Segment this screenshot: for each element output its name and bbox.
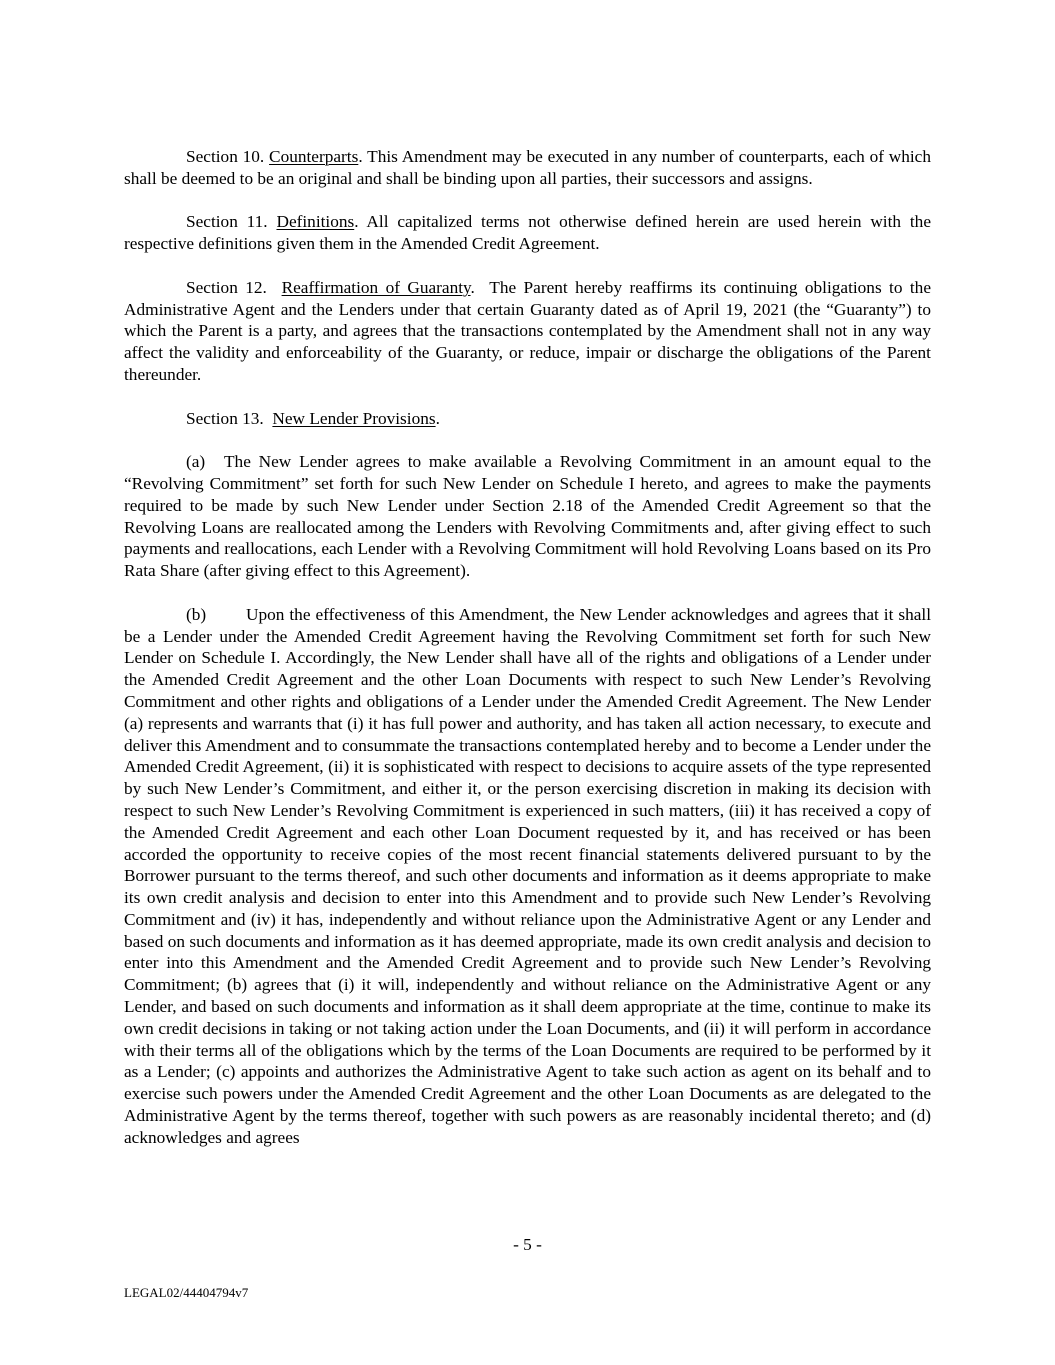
section-10-prefix: Section 10. xyxy=(186,147,270,166)
document-page xyxy=(124,146,936,1170)
section-13-body: . xyxy=(435,408,440,428)
section-12-prefix: Section 12. xyxy=(186,277,282,297)
section-12-paragraph xyxy=(124,277,936,386)
section-13-paragraph xyxy=(124,408,931,430)
subsection-a-text: The New Lender agrees to make available a Revolving Commitment in an amount equal to the “Revolving Commitment” set forth for such New Lender on Schedule I hereto, and agrees to make the payments required to be made by such New Lender under Section 2.18 of the Amended Credit Agreement so that the Revolving Loans are reallocated among the Lenders with Revolving Commitments and, after giving effect to such payments and reallocations, each Lender with a Revolving Commitment will hold Revolving Loans based on its Pro Rata Share (after giving effect to this Agreement). xyxy=(124,452,931,581)
section-10-heading: Counterparts xyxy=(269,147,359,166)
section-12-body: . The Parent hereby reaffirms its continuing obligations to the Administrative Agent and the Lenders under that certain Guaranty dated as of April 19, 2021 (the “Guaranty”) to which the Parent is a party, and agrees that the transactions contemplated by the Amendment shall not in any way affect the validity and enforceability of the Guaranty, or reduce, impair or discharge the obligations of the Parent thereunder. xyxy=(124,277,936,384)
document-id: LEGAL02/44404794v7 xyxy=(124,1285,249,1300)
section-11-body: . All capitalized terms not otherwise defined herein are used herein with the respective definitions given them in the Amended Credit Agreement. xyxy=(124,212,931,254)
section-10-paragraph xyxy=(124,146,931,190)
section-11-paragraph xyxy=(124,211,931,255)
subsection-b-label: (b) xyxy=(186,604,207,624)
section-11-prefix: Section 11. xyxy=(186,212,277,232)
section-13-subsection-b xyxy=(124,604,931,1149)
section-11-heading: Definitions xyxy=(276,212,355,232)
section-13-prefix: Section 13. xyxy=(186,408,273,428)
page-number: - 5 - xyxy=(513,1235,542,1254)
subsection-a-label: (a) xyxy=(186,452,206,472)
section-10-body: . This Amendment may be executed in any number of counterparts, each of which shall be deemed to be an original and shall be binding upon all parties, their successors and assigns. xyxy=(124,147,931,188)
section-12-heading: Reaffirmation of Guaranty xyxy=(281,277,471,297)
section-13-subsection-a xyxy=(124,451,931,582)
subsection-b-text: Upon the effectiveness of this Amendment, the New Lender acknowledges and agrees that it shall be a Lender under the Amended Credit Agreement having the Revolving Commitment set forth for such New Lender on Schedule I. Accordingly, the New Lender shall have all of the rights and obligations of a Lender under the Amended Credit Agreement and the other Loan Documents with respect to such New Lender’s Revolving Commitment and other rights and obligations of a Lender under the Amended Credit Agreement. The New Lender (a) represents and warrants that (i) it has full power and authority, and has taken all action necessary, to execute and deliver this Amendment and to consummate the transactions contemplated hereby and to become a Lender under the Amended Credit Agreement, (ii) it is sophisticated with respect to decisions to acquire assets of the type represented by such New Lender’s Commitment, and either it, or the person exercising discretion in making its decision with respect to such New Lender’s Revolving Commitment is experienced in such matters, (iii) it has received a copy of the Amended Credit Agreement and each other Loan Document requested by it, and has received or has been accorded the opportunity to receive copies of the most recent financial statements delivered pursuant to by the Borrower pursuant to the terms thereof, and such other documents and information as it deems appropriate to make its own credit analysis and decision to enter into this Amendment and to provide such New Lender’s Revolving Commitment and (iv) it has, independently and without reliance upon the Administrative Agent or any Lender and based on such documents and information as it has deemed appropriate, made its own credit analysis and decision to enter into this Amendment and the Amended Credit Agreement and to provide such New Lender’s Revolving Commitment; (b) agrees that (i) it will, independently and without reliance on the Administrative Agent or any Lender, and based on such documents and information as it shall deem appropriate at the time, continue to make its own credit decisions in taking or not taking action under the Loan Documents, and (ii) it will perform in accordance with their terms all of the obligations which by the terms of the Loan Documents are required to be performed by it as a Lender; (c) appoints and authorizes the Administrative Agent to take such action as agent on its behalf and to exercise such powers under the Amended Credit Agreement and the other Loan Documents as are delegated to the Administrative Agent by the terms thereof, together with such powers as are reasonably incidental thereto; and (d) acknowledges and agrees xyxy=(124,604,931,1147)
section-13-heading: New Lender Provisions xyxy=(272,408,436,428)
